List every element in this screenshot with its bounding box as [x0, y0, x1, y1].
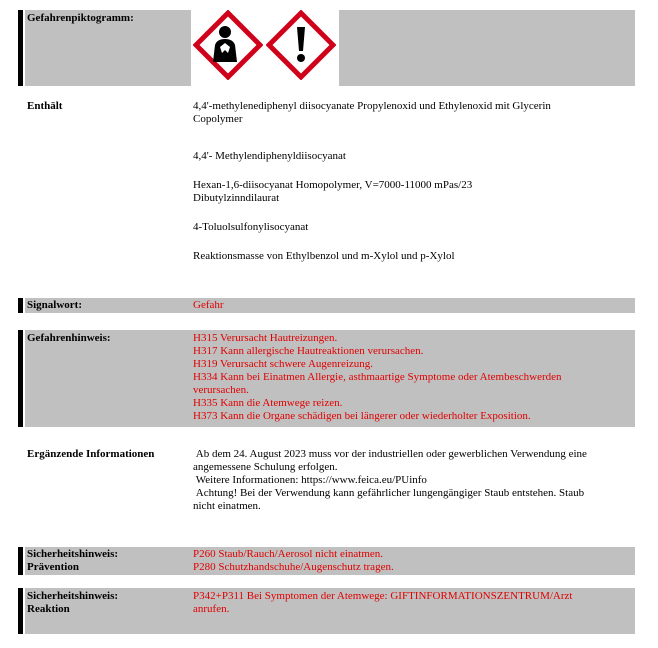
- contains-line: 4,4'- Methylendiphenyldiisocyanat: [193, 150, 346, 162]
- supplementary-line: Ab dem 24. August 2023 muss vor der industriellen oder gewerblichen Verwendung eine: [193, 448, 587, 460]
- reaction-label: [27, 590, 118, 616]
- hazard-line: H315 Verursacht Hautreizungen.: [193, 332, 338, 344]
- hazard-line: verursachen.: [193, 384, 249, 396]
- prevention-line: P280 Schutzhandschuhe/Augenschutz tragen.: [193, 561, 394, 573]
- health-hazard-pictogram-icon: [193, 10, 263, 80]
- reaction-label-line: Sicherheitshinweis:: [27, 590, 119, 602]
- contains-line: Dibutylzinndilaurat: [193, 192, 280, 204]
- contains-line: 4-Toluolsulfonylisocyanat: [193, 221, 309, 233]
- row-background: [339, 10, 635, 86]
- reaction-list: [193, 590, 572, 616]
- row-background: [25, 298, 635, 313]
- prevention-label-line: Prävention: [27, 561, 79, 573]
- signal-word-label: Signalwort:: [27, 299, 82, 311]
- supplementary-line: nicht einatmen.: [193, 500, 261, 512]
- hazard-statement-label: Gefahrenhinweis:: [27, 332, 111, 344]
- supplementary-info-label: Ergänzende Informationen: [27, 448, 155, 460]
- prevention-label: [27, 548, 118, 574]
- hazard-line: H334 Kann bei Einatmen Allergie, asthmaartige Symptome oder Atembeschwerden: [193, 371, 562, 383]
- section-marker: [18, 298, 23, 313]
- supplementary-info-text: [193, 448, 587, 513]
- section-marker: [18, 330, 23, 427]
- section-marker: [18, 588, 23, 634]
- hazard-line: H335 Kann die Atemwege reizen.: [193, 397, 343, 409]
- hazard-line: H317 Kann allergische Hautreaktionen verursachen.: [193, 345, 424, 357]
- contains-line: 4,4'-methylenediphenyl diisocyanate Propylenoxid und Ethylenoxid mit Glycerin: [193, 100, 551, 112]
- contains-line: Reaktionsmasse von Ethylbenzol und m-Xylol und p-Xylol: [193, 250, 455, 262]
- prevention-label-line: Sicherheitshinweis:: [27, 548, 119, 560]
- signal-word-value: Gefahr: [193, 299, 224, 311]
- supplementary-line: Weitere Informationen: https://www.feica.eu/PUinfo: [193, 474, 427, 486]
- section-marker: [18, 547, 23, 575]
- contains-label: Enthält: [27, 100, 63, 112]
- exclamation-mark-pictogram-icon: [266, 10, 336, 80]
- supplementary-line: Achtung! Bei der Verwendung kann gefährlicher lungengängiger Staub entstehen. Staub: [193, 487, 585, 499]
- hazard-line: H373 Kann die Organe schädigen bei längerer oder wiederholter Exposition.: [193, 410, 531, 422]
- reaction-line: P342+P311 Bei Symptomen der Atemwege: GIFTINFORMATIONSZENTRUM/Arzt: [193, 590, 573, 602]
- prevention-line: P260 Staub/Rauch/Aerosol nicht einatmen.: [193, 548, 384, 560]
- prevention-list: [193, 548, 394, 574]
- supplementary-line: angemessene Schulung erfolgen.: [193, 461, 338, 473]
- reaction-label-line: Reaktion: [27, 603, 70, 615]
- contains-line: Copolymer: [193, 113, 243, 125]
- hazard-statement-list: [193, 332, 562, 423]
- contains-list: [193, 100, 551, 263]
- reaction-line: anrufen.: [193, 603, 230, 615]
- hazard-line: H319 Verursacht schwere Augenreizung.: [193, 358, 374, 370]
- contains-line: Hexan-1,6-diisocyanat Homopolymer, V=7000-11000 mPas/23: [193, 179, 473, 191]
- pictogram-label: Gefahrenpiktogramm:: [27, 12, 134, 24]
- section-marker: [18, 10, 23, 86]
